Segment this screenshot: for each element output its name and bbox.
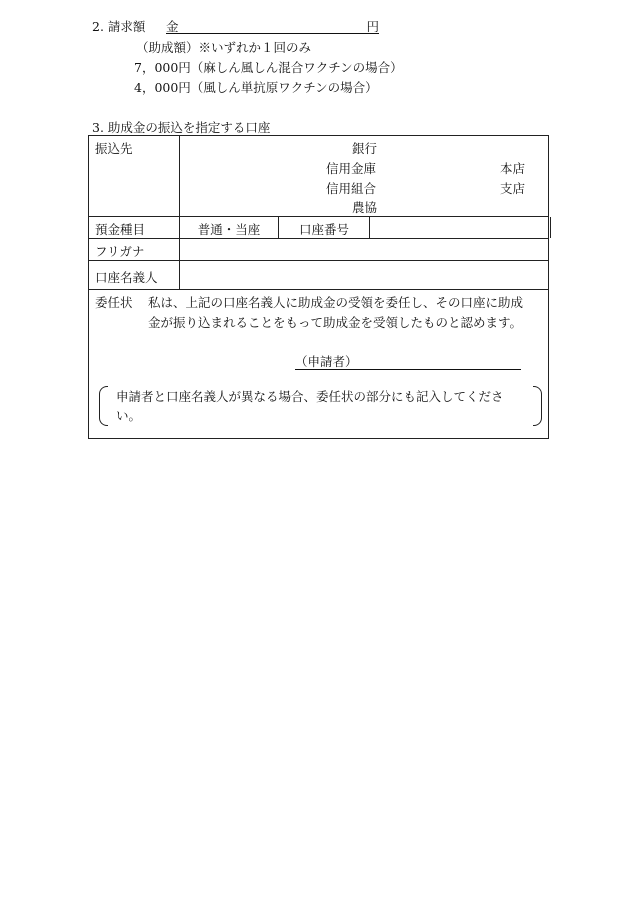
account-type-cell[interactable] [180, 217, 279, 239]
note-text-line2: い。 [116, 408, 142, 423]
applicant-label: （申請者） [295, 354, 358, 369]
account-number-label-cell [279, 217, 370, 239]
subsidy-option-mr: 7，000円（麻しん風しん混合ワクチンの場合） [134, 60, 403, 75]
branch-type-main: 本店 [500, 161, 526, 176]
holder-label-cell [89, 261, 180, 290]
holder-label: 口座名義人 [95, 270, 158, 285]
account-type-label-cell [89, 217, 180, 239]
subsidy-option-rubella: 4，000円（風しん単抗原ワクチンの場合） [134, 80, 378, 95]
furigana-label-cell [89, 239, 180, 261]
account-number-label: 口座番号 [298, 222, 349, 237]
bank-type-bank: 銀行 [352, 141, 378, 156]
section-2-heading: 2. 請求額 [92, 19, 146, 34]
account-type-value: 普通・当座 [197, 222, 261, 237]
bank-type-shinkin: 信用金庫 [326, 161, 377, 176]
branch-type-branch: 支店 [500, 181, 526, 196]
payee-label: 振込先 [95, 141, 133, 156]
account-type-label: 預金種目 [95, 222, 146, 237]
note-box [99, 386, 542, 426]
delegation-text-line1: 私は、上記の口座名義人に助成金の受領を委任し、その口座に助成 [148, 295, 524, 310]
amount-suffix: 円 [366, 19, 379, 34]
bank-account-table [88, 135, 549, 439]
payee-label-cell [89, 136, 180, 217]
subsidy-note: （助成額）※いずれか１回のみ [136, 40, 312, 55]
note-text-line1: 申請者と口座名義人が異なる場合、委任状の部分にも記入してくださ [116, 389, 504, 404]
amount-prefix: 金 [166, 19, 179, 34]
delegation-text-line2: 金が振り込まれることをもって助成金を受領したものと認めます。 [148, 315, 523, 330]
amount-field[interactable] [166, 17, 379, 34]
left-bracket [99, 386, 108, 426]
right-bracket [533, 386, 542, 426]
bank-type-nokyo: 農協 [352, 200, 378, 215]
delegation-label: 委任状 [95, 295, 133, 310]
holder-field[interactable] [180, 261, 549, 290]
furigana-field[interactable] [180, 239, 549, 261]
account-number-field[interactable] [370, 217, 549, 239]
payee-field[interactable] [180, 136, 549, 217]
bank-type-shinkumi: 信用組合 [326, 181, 377, 196]
section-3-heading: 3. 助成金の振込を指定する口座 [92, 120, 271, 135]
delegation-cell [89, 290, 549, 439]
furigana-label: フリガナ [95, 244, 145, 259]
applicant-field[interactable] [295, 352, 521, 370]
